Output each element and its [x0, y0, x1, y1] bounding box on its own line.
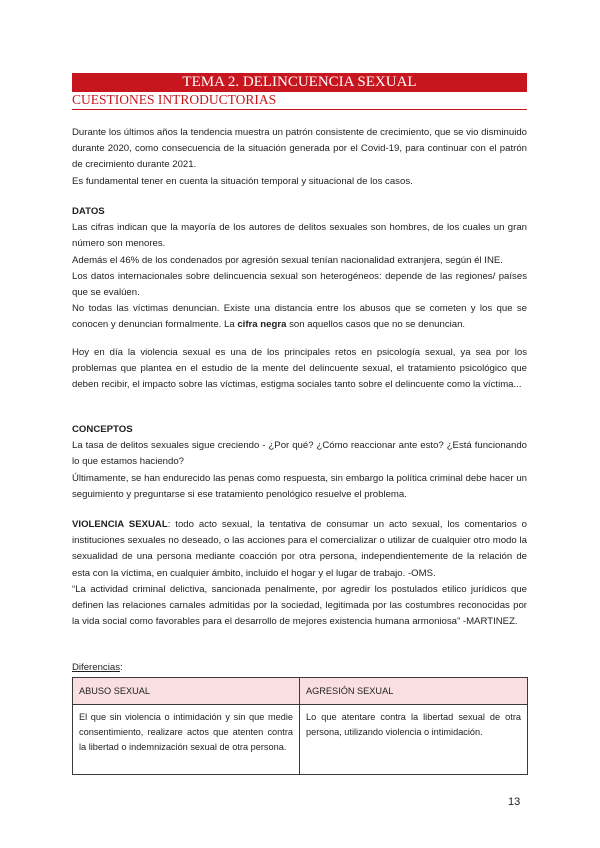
datos-paragraph-2: Además el 46% de los condenados por agresión sexual tenían nacionalidad extranjera, según él INE. [72, 254, 503, 266]
violencia-section [72, 517, 527, 630]
violencia-term: VIOLENCIA SEXUAL [72, 519, 168, 530]
conceptos-section [72, 422, 527, 503]
cifra-negra-term: cifra negra [237, 319, 287, 331]
conceptos-heading: CONCEPTOS [72, 424, 133, 435]
intro-block [72, 125, 527, 190]
section-subtitle: CUESTIONES INTRODUCTORIAS [72, 92, 527, 110]
psicologia-block [72, 345, 527, 394]
violencia-definition [72, 517, 527, 582]
datos-paragraph-3: Los datos internacionales sobre delincuencia sexual son heterogéneos: depende de las regiones/ países que se evalúen. [72, 270, 527, 299]
datos-paragraph-4 [72, 301, 527, 333]
datos-p4-start: No todas las víctimas denuncian. Existe una distancia entre los abusos que se cometen y los que se conocen y denuncian formalmente. La [72, 303, 527, 331]
table-header-row [73, 678, 528, 705]
diferencias-label-text: Diferencias [72, 662, 120, 673]
datos-paragraph-1: Las cifras indican que la mayoría de los autores de delitos sexuales son hombres, de los cuales un gran número son menores. [72, 222, 527, 250]
table-cell-abuso: El que sin violencia o intimidación y sin que medie consentimiento, realizare actos que atenten contra la libertad o indemnización sexual de otra persona. [73, 705, 300, 775]
diferencias-colon: : [120, 662, 123, 673]
diferencias-label [72, 661, 123, 675]
conceptos-paragraph-1: La tasa de delitos sexuales sigue creciendo - ¿Por qué? ¿Cómo reaccionar ante esto? ¿Está funcionando lo que estamos haciendo? [72, 440, 527, 468]
intro-paragraph-2: Es fundamental tener en cuenta la situación temporal y situacional de los casos. [72, 175, 413, 187]
table-cell-agresion: Lo que atentare contra la libertad sexual de otra persona, utilizando violencia o intimidación. [300, 705, 528, 775]
table-row [73, 705, 528, 775]
datos-p4-end: son aquellos casos que no se denuncian. [286, 319, 466, 331]
chapter-title: TEMA 2. DELINCUENCIA SEXUAL [72, 73, 527, 92]
datos-heading: DATOS [72, 206, 105, 217]
table-header-abuso: ABUSO SEXUAL [73, 678, 300, 705]
violencia-definition-text: : todo acto sexual, la tentativa de consumar un acto sexual, los comentarios o instituciones sexuales no deseado, o las acciones para el comercializar o utilizar de cualquier otro modo la sexualidad de una persona mediante coacción por otra persona, independientemente de la relación de esta con la víctima, en cualquier ámbito, incluido el hogar y el lugar de trabajo. -OMS. [72, 519, 527, 579]
psicologia-paragraph: Hoy en día la violencia sexual es una de los principales retos en psicología sexual, ya sea por los problemas que plantea en el estudio de la mente del delincuente sexual, el tratamiento psicológico que deben recibir, el impacto sobre las víctimas, estigma sociales tanto sobre el delincuente como la víctima... [72, 347, 527, 391]
differences-table [72, 677, 528, 775]
conceptos-paragraph-2: Últimamente, se han endurecido las penas como respuesta, sin embargo la política criminal debe hacer un seguimiento y preguntarse si ese tratamiento penológico resuelve el problema. [72, 472, 527, 500]
datos-section [72, 204, 527, 334]
page-number: 13 [508, 796, 521, 808]
martinez-quote: “La actividad criminal delictiva, sancionada penalmente, por agredir los postulados etilico jurídicos que definen las relaciones carnales admitidas por la sociedad, legitimada por las costumbres reconocidas por la vida social como favorables para el desarrollo de mejores existencia humana armoniosa” -MARTINEZ. [72, 583, 527, 628]
table-header-agresion: AGRESIÓN SEXUAL [300, 678, 528, 705]
intro-paragraph: Durante los últimos años la tendencia muestra un patrón consistente de crecimiento, que se vio disminuido durante 2020, como consecuencia de la situación generada por el Covid-19, para continuar con el patrón de crecimiento durante 2021. [72, 127, 527, 171]
